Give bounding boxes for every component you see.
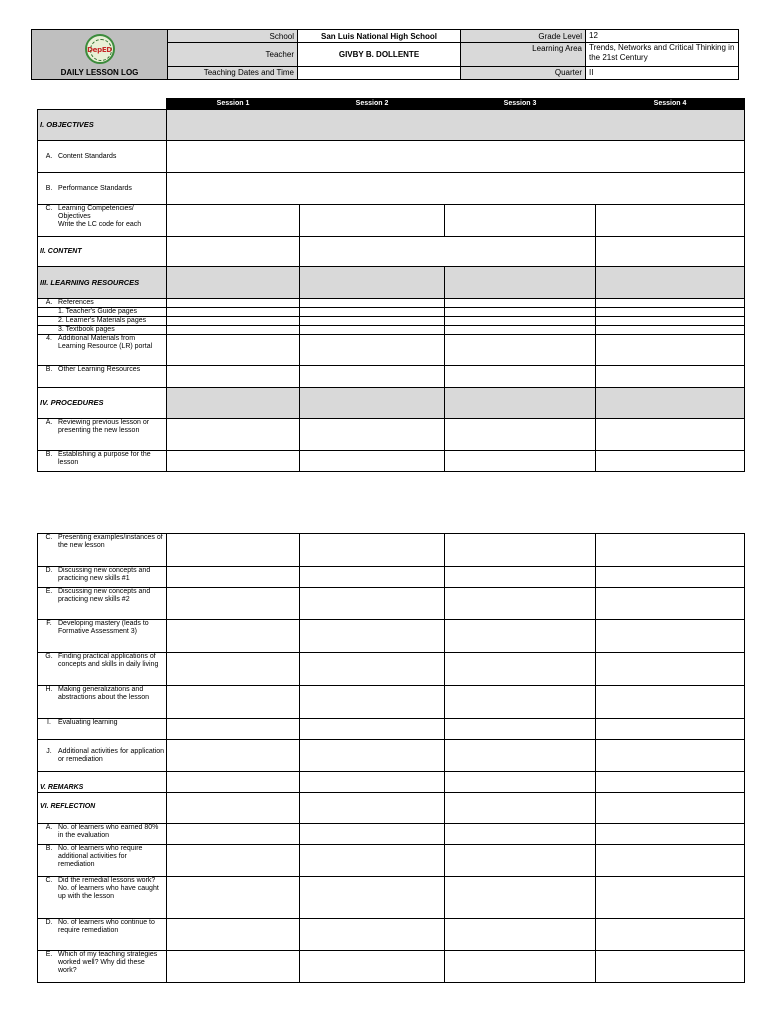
session-2-header: Session 2 — [300, 99, 445, 110]
additional-activities-label: J. Additional activities for application or remediation — [38, 740, 167, 772]
practical-applications-label: G. Finding practical applications of concepts and skills in daily living — [38, 653, 167, 686]
pd-session-4[interactable] — [596, 567, 745, 588]
pa-session-3[interactable] — [445, 419, 596, 451]
learners-materials-label: 2. Learner's Materials pages — [38, 317, 167, 326]
additional-materials-label: 4. Additional Materials from Learning Resource (LR) portal — [38, 335, 167, 366]
ra-session-1[interactable] — [167, 824, 300, 845]
rd-session-4[interactable] — [596, 919, 745, 951]
tg-session-2[interactable] — [300, 308, 445, 317]
tb-session-1[interactable] — [167, 326, 300, 335]
pi-session-3[interactable] — [445, 719, 596, 740]
remarks-session-3[interactable] — [445, 772, 596, 793]
reflection-session-1[interactable] — [167, 793, 300, 824]
establishing-purpose-row — [38, 451, 745, 472]
re-session-1[interactable] — [167, 951, 300, 983]
or-session-3[interactable] — [445, 366, 596, 388]
rc-session-1[interactable] — [167, 877, 300, 919]
logo-cell — [32, 30, 168, 80]
resources-shaded-4 — [596, 267, 745, 299]
pi-session-4[interactable] — [596, 719, 745, 740]
lm-session-3[interactable] — [445, 317, 596, 326]
pc-session-2[interactable] — [300, 534, 445, 567]
references-session-2[interactable] — [300, 299, 445, 308]
am-session-2[interactable] — [300, 335, 445, 366]
reflection-heading: VI. REFLECTION — [38, 793, 167, 824]
content-session-1[interactable] — [167, 237, 300, 267]
rb-session-2[interactable] — [300, 845, 445, 877]
teachers-guide-row — [38, 308, 745, 317]
objectives-section-row — [38, 110, 745, 141]
continue-remediation-label: D. No. of learners who continue to require remediation — [38, 919, 167, 951]
session-1-header: Session 1 — [167, 99, 300, 110]
lc-code-note: Write the LC code for each — [58, 221, 142, 228]
other-resources-label: B. Other Learning Resources — [38, 366, 167, 388]
quarter-label: Quarter — [461, 66, 586, 79]
objectives-shaded-cell — [167, 110, 745, 141]
rb-session-3[interactable] — [445, 845, 596, 877]
references-session-3[interactable] — [445, 299, 596, 308]
tg-session-4[interactable] — [596, 308, 745, 317]
remarks-session-2[interactable] — [300, 772, 445, 793]
pa-session-4[interactable] — [596, 419, 745, 451]
remedial-lessons-row — [38, 877, 745, 919]
school-value: San Luis National High School — [298, 30, 461, 43]
continue-remediation-row — [38, 919, 745, 951]
objectives-heading: I. OBJECTIVES — [38, 110, 167, 141]
lesson-log-grid-page-1 — [37, 98, 745, 472]
learning-resources-section-row — [38, 267, 745, 299]
ra-session-2[interactable] — [300, 824, 445, 845]
ra-session-4[interactable] — [596, 824, 745, 845]
learning-area-label: Learning Area — [461, 43, 586, 66]
practical-applications-row — [38, 653, 745, 686]
teaching-dates-value — [298, 66, 461, 79]
rc-session-3[interactable] — [445, 877, 596, 919]
pb-session-4[interactable] — [596, 451, 745, 472]
content-standards-row — [38, 141, 745, 173]
performance-standards-label: B. Performance Standards — [38, 173, 167, 205]
pc-session-4[interactable] — [596, 534, 745, 567]
resources-shaded-2 — [300, 267, 445, 299]
procedures-heading: IV. PROCEDURES — [38, 388, 167, 419]
ra-session-3[interactable] — [445, 824, 596, 845]
remarks-heading: V. REMARKS — [38, 772, 167, 793]
generalizations-row — [38, 686, 745, 719]
procedures-shaded-2 — [300, 388, 445, 419]
teaching-strategies-row — [38, 951, 745, 983]
pc-session-1[interactable] — [167, 534, 300, 567]
pe-session-3[interactable] — [445, 588, 596, 620]
logo-text: DepED — [87, 46, 112, 54]
content-heading: II. CONTENT — [38, 237, 167, 267]
lm-session-4[interactable] — [596, 317, 745, 326]
school-label: School — [168, 30, 298, 43]
rd-session-1[interactable] — [167, 919, 300, 951]
generalizations-label: H. Making generalizations and abstractions about the lesson — [38, 686, 167, 719]
remedial-lessons-label: C. Did the remedial lessons work? No. of learners who have caught up with the lesson — [38, 877, 167, 919]
teaching-dates-label: Teaching Dates and Time — [168, 66, 298, 79]
textbook-label: 3. Textbook pages — [38, 326, 167, 335]
content-session-4[interactable] — [596, 237, 745, 267]
ph-session-2[interactable] — [300, 686, 445, 719]
ph-session-1[interactable] — [167, 686, 300, 719]
resources-shaded-1 — [167, 267, 300, 299]
teaching-strategies-label: E. Which of my teaching strategies worked well? Why did these work? — [38, 951, 167, 983]
reflection-session-2[interactable] — [300, 793, 445, 824]
tg-session-1[interactable] — [167, 308, 300, 317]
rb-session-4[interactable] — [596, 845, 745, 877]
developing-mastery-label: F. Developing mastery (leads to Formative Assessment 3) — [38, 620, 167, 653]
rc-session-2[interactable] — [300, 877, 445, 919]
additional-activities-row — [38, 740, 745, 772]
resources-shaded-3 — [445, 267, 596, 299]
session-3-header: Session 3 — [445, 99, 596, 110]
competencies-session-4[interactable] — [596, 205, 745, 237]
new-concepts-2-row — [38, 588, 745, 620]
am-session-1[interactable] — [167, 335, 300, 366]
rd-session-2[interactable] — [300, 919, 445, 951]
performance-standards-row — [38, 173, 745, 205]
learners-80-label: A. No. of learners who earned 80% in the evaluation — [38, 824, 167, 845]
am-session-3[interactable] — [445, 335, 596, 366]
competencies-session-3[interactable] — [445, 205, 596, 237]
teacher-label: Teacher — [168, 43, 298, 66]
grade-level-label: Grade Level — [461, 30, 586, 43]
pd-session-3[interactable] — [445, 567, 596, 588]
re-session-4[interactable] — [596, 951, 745, 983]
pi-session-1[interactable] — [167, 719, 300, 740]
document-title: DAILY LESSON LOG — [60, 68, 139, 77]
procedures-section-row — [38, 388, 745, 419]
lm-session-2[interactable] — [300, 317, 445, 326]
pj-session-4[interactable] — [596, 740, 745, 772]
rd-session-3[interactable] — [445, 919, 596, 951]
evaluating-learning-label: I. Evaluating learning — [38, 719, 167, 740]
session-header-row — [38, 99, 745, 110]
references-session-1[interactable] — [167, 299, 300, 308]
references-session-4[interactable] — [596, 299, 745, 308]
learning-resources-heading: III. LEARNING RESOURCES — [38, 267, 167, 299]
reviewing-lesson-row — [38, 419, 745, 451]
remarks-row — [38, 772, 745, 793]
remarks-session-4[interactable] — [596, 772, 745, 793]
pd-session-1[interactable] — [167, 567, 300, 588]
references-row — [38, 299, 745, 308]
pg-session-3[interactable] — [445, 653, 596, 686]
evaluating-learning-row — [38, 719, 745, 740]
tg-session-3[interactable] — [445, 308, 596, 317]
new-concepts-2-label: E. Discussing new concepts and practicing new skills #2 — [38, 588, 167, 620]
presenting-examples-row — [38, 534, 745, 567]
pf-session-3[interactable] — [445, 620, 596, 653]
content-standards-cell[interactable] — [167, 141, 745, 173]
developing-mastery-row — [38, 620, 745, 653]
pi-session-2[interactable] — [300, 719, 445, 740]
content-session-2-3[interactable] — [300, 237, 596, 267]
or-session-1[interactable] — [167, 366, 300, 388]
or-session-4[interactable] — [596, 366, 745, 388]
rc-session-4[interactable] — [596, 877, 745, 919]
teachers-guide-label: 1. Teacher's Guide pages — [38, 308, 167, 317]
pj-session-3[interactable] — [445, 740, 596, 772]
pe-session-4[interactable] — [596, 588, 745, 620]
reviewing-lesson-label: A. Reviewing previous lesson or presenting the new lesson — [38, 419, 167, 451]
teacher-value: GIVBY B. DOLLENTE — [298, 43, 461, 66]
learners-materials-row — [38, 317, 745, 326]
performance-standards-cell[interactable] — [167, 173, 745, 205]
pg-session-2[interactable] — [300, 653, 445, 686]
learning-area-value: Trends, Networks and Critical Thinking in the 21st Century — [586, 43, 739, 66]
references-label: A. References — [38, 299, 167, 308]
content-row — [38, 237, 745, 267]
lm-session-1[interactable] — [167, 317, 300, 326]
pg-session-1[interactable] — [167, 653, 300, 686]
reflection-session-4[interactable] — [596, 793, 745, 824]
learning-competencies-row — [38, 205, 745, 237]
textbook-row — [38, 326, 745, 335]
pb-session-2[interactable] — [300, 451, 445, 472]
pf-session-2[interactable] — [300, 620, 445, 653]
remarks-session-1[interactable] — [167, 772, 300, 793]
re-session-2[interactable] — [300, 951, 445, 983]
reflection-session-3[interactable] — [445, 793, 596, 824]
additional-materials-row — [38, 335, 745, 366]
procedures-shaded-4 — [596, 388, 745, 419]
require-remediation-row — [38, 845, 745, 877]
content-standards-label: A. Content Standards — [38, 141, 167, 173]
pj-session-1[interactable] — [167, 740, 300, 772]
rb-session-1[interactable] — [167, 845, 300, 877]
ph-session-3[interactable] — [445, 686, 596, 719]
or-session-2[interactable] — [300, 366, 445, 388]
re-session-3[interactable] — [445, 951, 596, 983]
pe-session-2[interactable] — [300, 588, 445, 620]
quarter-value: II — [586, 66, 739, 79]
other-resources-row — [38, 366, 745, 388]
new-concepts-1-label: D. Discussing new concepts and practicing new skills #1 — [38, 567, 167, 588]
establishing-purpose-label: B. Establishing a purpose for the lesson — [38, 451, 167, 472]
pa-session-2[interactable] — [300, 419, 445, 451]
pb-session-1[interactable] — [167, 451, 300, 472]
pe-session-1[interactable] — [167, 588, 300, 620]
pj-session-2[interactable] — [300, 740, 445, 772]
corner-blank — [38, 99, 167, 110]
pc-session-3[interactable] — [445, 534, 596, 567]
pf-session-4[interactable] — [596, 620, 745, 653]
pd-session-2[interactable] — [300, 567, 445, 588]
ph-session-4[interactable] — [596, 686, 745, 719]
new-concepts-1-row — [38, 567, 745, 588]
pg-session-4[interactable] — [596, 653, 745, 686]
procedures-shaded-3 — [445, 388, 596, 419]
presenting-examples-label: C. Presenting examples/instances of the new lesson — [38, 534, 167, 567]
lesson-log-header — [31, 29, 739, 80]
reflection-row — [38, 793, 745, 824]
tb-session-2[interactable] — [300, 326, 445, 335]
am-session-4[interactable] — [596, 335, 745, 366]
tb-session-3[interactable] — [445, 326, 596, 335]
require-remediation-label: B. No. of learners who require additional activities for remediation — [38, 845, 167, 877]
pb-session-3[interactable] — [445, 451, 596, 472]
grade-level-value: 12 — [586, 30, 739, 43]
pa-session-1[interactable] — [167, 419, 300, 451]
competencies-session-1[interactable] — [167, 205, 300, 237]
procedures-shaded-1 — [167, 388, 300, 419]
learning-competencies-label: C. Learning Competencies/ Objectives Write the LC code for each — [38, 205, 167, 237]
learners-80-row — [38, 824, 745, 845]
session-4-header: Session 4 — [596, 99, 745, 110]
tb-session-4[interactable] — [596, 326, 745, 335]
deped-logo — [85, 34, 115, 64]
lesson-log-grid-page-2 — [37, 533, 745, 983]
competencies-session-2[interactable] — [300, 205, 445, 237]
pf-session-1[interactable] — [167, 620, 300, 653]
